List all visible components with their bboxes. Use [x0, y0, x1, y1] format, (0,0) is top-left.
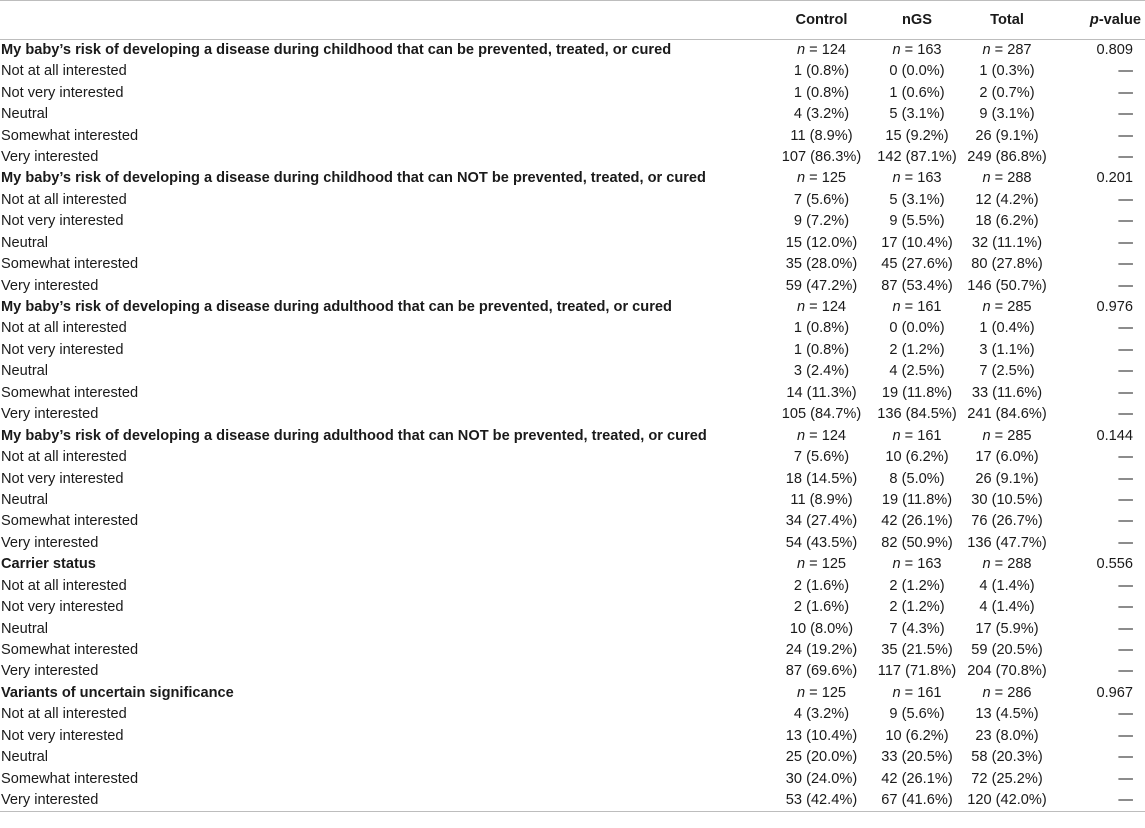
section-total-n [959, 40, 1055, 62]
table-row [0, 211, 1145, 232]
row-label: Somewhat interested [1, 642, 139, 659]
section-control-n [768, 425, 875, 446]
row-total-value: 32 (11.1%) [971, 234, 1043, 251]
row-label: Not very interested [1, 599, 124, 616]
table-row [0, 190, 1145, 211]
table-row [0, 747, 1145, 768]
row-ngs-value: 19 (11.8%) [881, 384, 953, 401]
row-p-value: — [1118, 749, 1133, 766]
section-title: My baby’s risk of developing a disease during childhood that can be prevented, treated, or cured [1, 42, 672, 58]
row-p-value: — [1118, 277, 1133, 294]
section-ngs-n-n-value: 163 [917, 42, 942, 58]
row-control-value: 10 (8.0%) [789, 620, 854, 637]
table-row [0, 147, 1145, 168]
row-ngs-value: 33 (20.5%) [881, 749, 953, 766]
row-label: Neutral [1, 491, 49, 508]
table-row [0, 361, 1145, 382]
section-control-n-n-value: 124 [821, 427, 847, 444]
section-header-row [0, 40, 1145, 62]
section-header-row [0, 425, 1145, 446]
section-ngs-n-n-separator: = [900, 170, 918, 187]
section-total-n [959, 425, 1055, 446]
row-total-value: 4 (1.4%) [979, 577, 1035, 594]
row-total-value: 58 (20.3%) [971, 749, 1043, 766]
row-ngs-value: 8 (5.0%) [889, 470, 945, 487]
table-header-row [0, 1, 1145, 40]
row-control-value: 1 (0.8%) [793, 84, 850, 101]
table-row [0, 61, 1145, 82]
header-total: Total [959, 1, 1055, 40]
row-total-value: 26 (9.1%) [975, 470, 1039, 487]
row-label: Not very interested [1, 341, 124, 358]
section-header-row [0, 168, 1145, 189]
row-label: Somewhat interested [1, 127, 139, 144]
table-row [0, 404, 1145, 425]
row-ngs-value: 2 (1.2%) [889, 577, 945, 594]
row-control-value: 2 (1.6%) [793, 577, 850, 594]
row-control-value: 7 (5.6%) [793, 191, 850, 208]
row-ngs-value: 10 (6.2%) [885, 449, 949, 466]
section-control-n-n-symbol: n [796, 556, 806, 573]
table-row [0, 254, 1145, 275]
row-label: Somewhat interested [1, 770, 139, 787]
row-total-value: 249 (86.8%) [967, 148, 1047, 165]
row-ngs-value: 1 (0.6%) [889, 84, 945, 101]
row-control-value: 34 (27.4%) [785, 513, 858, 530]
row-control-value: 105 (84.7%) [781, 406, 862, 423]
row-ngs-value: 4 (2.5%) [889, 363, 945, 380]
section-control-n-n-value: 124 [821, 42, 847, 58]
header-ngs: nGS [875, 1, 959, 40]
row-total-value: 204 (70.8%) [967, 663, 1047, 680]
section-total-n [959, 297, 1055, 318]
row-ngs-value: 35 (21.5%) [881, 642, 953, 659]
row-control-value: 4 (3.2%) [793, 706, 850, 723]
row-p-value: — [1118, 663, 1133, 680]
row-control-value: 2 (1.6%) [793, 599, 850, 616]
row-label: Not at all interested [1, 706, 127, 723]
row-ngs-value: 7 (4.3%) [889, 620, 945, 637]
row-label: Very interested [1, 663, 99, 680]
section-ngs-n-n-symbol: n [892, 42, 901, 58]
row-control-value: 53 (42.4%) [768, 790, 875, 812]
row-label: Neutral [1, 363, 49, 380]
row-ngs-value: 9 (5.6%) [889, 706, 945, 723]
section-title: Variants of uncertain significance [1, 684, 234, 701]
section-p-value: 0.144 [1096, 427, 1133, 444]
row-total-value: 17 (5.9%) [975, 620, 1039, 637]
header-p-value [1055, 1, 1145, 40]
row-label: Somewhat interested [1, 513, 139, 530]
section-ngs-n-n-value: 161 [917, 299, 942, 316]
row-ngs-value: 117 (71.8%) [877, 663, 957, 680]
row-control-value: 11 (8.9%) [790, 127, 853, 144]
row-label: Not very interested [1, 84, 124, 101]
section-total-n-n-symbol: n [982, 42, 991, 58]
section-ngs-n-n-separator: = [900, 427, 918, 444]
row-total-value: 9 (3.1%) [979, 106, 1035, 123]
row-control-value: 87 (69.6%) [785, 663, 858, 680]
row-ngs-value: 42 (26.1%) [881, 513, 953, 530]
table-row [0, 576, 1145, 597]
row-control-value: 13 (10.4%) [785, 727, 858, 744]
row-total-value: 13 (4.5%) [975, 706, 1039, 723]
row-p-value: — [1118, 534, 1133, 551]
row-label: Somewhat interested [1, 256, 139, 273]
section-total-n-n-symbol: n [982, 170, 991, 187]
row-p-value: — [1118, 406, 1133, 423]
table-row [0, 768, 1145, 789]
row-ngs-value: 15 (9.2%) [885, 127, 949, 144]
section-ngs-n-n-value: 161 [917, 427, 942, 444]
row-p-value: — [1118, 84, 1133, 101]
table-row [0, 383, 1145, 404]
table-row [0, 511, 1145, 532]
row-ngs-value: 5 (3.1%) [889, 191, 945, 208]
row-label: Not at all interested [1, 191, 127, 208]
section-total-n-n-separator: = [990, 427, 1008, 444]
row-control-value: 24 (19.2%) [785, 642, 858, 659]
section-title: My baby’s risk of developing a disease during adulthood that can NOT be prevented, treated, or cured [1, 427, 707, 444]
row-control-value: 35 (28.0%) [785, 256, 858, 273]
row-total-value: 76 (26.7%) [971, 513, 1043, 530]
section-total-n-n-separator: = [990, 684, 1008, 701]
section-header-row [0, 297, 1145, 318]
section-ngs-n-n-separator: = [900, 684, 918, 701]
row-total-value: 120 (42.0%) [959, 790, 1055, 812]
row-p-value: — [1118, 106, 1133, 123]
header-control: Control [768, 1, 875, 40]
row-control-value: 1 (0.8%) [793, 341, 850, 358]
section-ngs-n-n-symbol: n [892, 684, 901, 701]
table-row [0, 490, 1145, 511]
row-total-value: 23 (8.0%) [975, 727, 1039, 744]
row-total-value: 72 (25.2%) [971, 770, 1043, 787]
table-row [0, 468, 1145, 489]
table-row [0, 640, 1145, 661]
section-total-n-n-symbol: n [982, 427, 991, 444]
section-control-n-n-separator: = [805, 427, 822, 444]
table-row [0, 533, 1145, 554]
section-title: My baby’s risk of developing a disease during childhood that can NOT be prevented, treated, or cured [1, 170, 706, 187]
row-control-value: 11 (8.9%) [790, 491, 853, 508]
row-p-value: — [1118, 256, 1133, 273]
row-p-value: — [1118, 770, 1133, 787]
section-ngs-n-n-separator: = [900, 299, 918, 316]
section-control-n [768, 554, 875, 575]
row-control-value: 18 (14.5%) [785, 470, 858, 487]
row-p-value: — [1118, 449, 1133, 466]
row-label: Neutral [1, 234, 49, 251]
row-p-value: — [1118, 148, 1133, 165]
section-control-n-n-separator: = [805, 684, 822, 701]
section-p-value: 0.809 [1096, 42, 1133, 58]
section-total-n-n-value: 285 [1007, 427, 1032, 444]
row-p-value: — [1118, 513, 1133, 530]
row-ngs-value: 82 (50.9%) [881, 534, 953, 551]
row-total-value: 17 (6.0%) [975, 449, 1039, 466]
row-ngs-value: 42 (26.1%) [881, 770, 953, 787]
section-ngs-n-n-symbol: n [892, 427, 901, 444]
header-p-italic: p [1089, 12, 1099, 28]
table-row [0, 233, 1145, 254]
section-total-n [959, 554, 1055, 575]
table-row [0, 790, 1145, 812]
section-control-n [768, 297, 875, 318]
row-total-value: 7 (2.5%) [979, 363, 1035, 380]
section-ngs-n [875, 40, 959, 62]
row-control-value: 59 (47.2%) [785, 277, 858, 294]
section-total-n-n-separator: = [990, 170, 1008, 187]
section-total-n-n-separator: = [990, 42, 1008, 58]
section-title: My baby’s risk of developing a disease during adulthood that can be prevented, treated, or cured [1, 299, 672, 316]
section-control-n-n-symbol: n [796, 299, 806, 316]
row-ngs-value: 5 (3.1%) [889, 106, 945, 123]
row-control-value: 7 (5.6%) [793, 449, 850, 466]
row-total-value: 2 (0.7%) [979, 84, 1035, 101]
row-label: Not at all interested [1, 63, 127, 80]
section-ngs-n-n-value: 163 [917, 170, 942, 187]
section-ngs-n-n-symbol: n [892, 170, 901, 187]
row-control-value: 14 (11.3%) [786, 384, 857, 401]
section-ngs-n-n-symbol: n [892, 299, 901, 316]
row-ngs-value: 142 (87.1%) [877, 148, 957, 165]
section-total-n [959, 683, 1055, 704]
section-p-value: 0.201 [1096, 170, 1133, 187]
row-ngs-value: 0 (0.0%) [889, 63, 945, 80]
section-total-n-n-separator: = [990, 299, 1008, 316]
table-row [0, 597, 1145, 618]
table-row [0, 318, 1145, 339]
row-ngs-value: 19 (11.8%) [881, 491, 953, 508]
row-label: Very interested [0, 790, 768, 812]
row-control-value: 3 (2.4%) [793, 363, 850, 380]
section-control-n-n-symbol: n [796, 684, 806, 701]
section-ngs-n-n-separator: = [900, 42, 918, 58]
row-control-value: 54 (43.5%) [785, 534, 858, 551]
section-ngs-n-n-value: 163 [917, 556, 942, 573]
table-row [0, 726, 1145, 747]
row-control-value: 4 (3.2%) [793, 106, 850, 123]
row-total-value: 30 (10.5%) [971, 491, 1043, 508]
row-total-value: 1 (0.3%) [979, 63, 1035, 80]
table-row [0, 704, 1145, 725]
section-ngs-n [875, 425, 959, 446]
section-control-n-n-symbol: n [796, 42, 806, 58]
table-row [0, 275, 1145, 296]
row-control-value: 25 (20.0%) [785, 749, 858, 766]
row-p-value: — [1118, 642, 1133, 659]
row-p-value: — [1118, 63, 1133, 80]
row-total-value: 18 (6.2%) [975, 213, 1039, 230]
row-p-value: — [1118, 620, 1133, 637]
row-p-value: — [1118, 384, 1133, 401]
row-control-value: 15 (12.0%) [785, 234, 858, 251]
row-ngs-value: 2 (1.2%) [889, 599, 945, 616]
section-total-n [959, 168, 1055, 189]
section-control-n-n-value: 125 [821, 556, 847, 573]
section-total-n-n-value: 285 [1007, 299, 1032, 316]
section-ngs-n-n-separator: = [900, 556, 918, 573]
section-control-n-n-separator: = [805, 556, 822, 573]
section-ngs-n [875, 168, 959, 189]
row-p-value: — [1118, 577, 1133, 594]
row-label: Neutral [1, 620, 49, 637]
section-control-n-n-value: 124 [821, 299, 847, 316]
section-total-n-n-value: 288 [1007, 556, 1032, 573]
section-p-value: 0.556 [1096, 556, 1133, 573]
row-label: Neutral [1, 106, 49, 123]
section-p-value: 0.976 [1096, 299, 1133, 316]
section-total-n-n-value: 286 [1007, 684, 1032, 701]
section-control-n-n-separator: = [805, 170, 822, 187]
row-total-value: 33 (11.6%) [971, 384, 1043, 401]
table-row [0, 447, 1145, 468]
row-ngs-value: 87 (53.4%) [881, 277, 953, 294]
row-p-value: — [1118, 234, 1133, 251]
table-row [0, 104, 1145, 125]
section-header-row [0, 554, 1145, 575]
row-label: Not at all interested [1, 577, 127, 594]
row-ngs-value: 9 (5.5%) [889, 213, 945, 230]
header-p-suffix: -value [1098, 12, 1141, 28]
section-p-value: 0.967 [1096, 684, 1133, 701]
row-p-value: — [1118, 491, 1133, 508]
row-label: Neutral [1, 749, 49, 766]
row-total-value: 26 (9.1%) [975, 127, 1039, 144]
row-p-value: — [1118, 320, 1133, 337]
row-p-value: — [1118, 127, 1133, 144]
section-control-n-n-value: 125 [821, 684, 847, 701]
row-label: Very interested [1, 534, 99, 551]
row-ngs-value: 10 (6.2%) [885, 727, 949, 744]
row-label: Not very interested [1, 470, 124, 487]
row-ngs-value: 67 (41.6%) [875, 790, 959, 812]
row-control-value: 107 (86.3%) [781, 148, 862, 165]
row-total-value: 3 (1.1%) [979, 341, 1035, 358]
section-ngs-n [875, 554, 959, 575]
row-total-value: 1 (0.4%) [979, 320, 1035, 337]
row-p-value: — [1118, 363, 1133, 380]
section-control-n [768, 40, 875, 62]
section-total-n-n-value: 287 [1007, 42, 1032, 58]
section-total-n-n-symbol: n [982, 556, 991, 573]
row-control-value: 9 (7.2%) [793, 213, 850, 230]
section-control-n-n-value: 125 [821, 170, 847, 187]
header-label [0, 1, 768, 40]
row-total-value: 136 (47.7%) [967, 534, 1047, 551]
row-label: Not at all interested [1, 320, 127, 337]
table-row [0, 661, 1145, 682]
row-ngs-value: 2 (1.2%) [889, 341, 945, 358]
row-total-value: 241 (84.6%) [967, 406, 1047, 423]
section-control-n [768, 683, 875, 704]
table-row [0, 125, 1145, 146]
row-control-value: 1 (0.8%) [793, 63, 850, 80]
row-label: Very interested [1, 148, 99, 165]
table-row [0, 82, 1145, 103]
section-total-n-n-separator: = [990, 556, 1008, 573]
row-control-value: 30 (24.0%) [785, 770, 858, 787]
row-p-value: — [1118, 191, 1133, 208]
row-total-value: 80 (27.8%) [971, 256, 1043, 273]
row-ngs-value: 45 (27.6%) [881, 256, 953, 273]
section-ngs-n-n-value: 161 [917, 684, 942, 701]
row-label: Not very interested [1, 727, 124, 744]
row-p-value: — [1118, 341, 1133, 358]
section-control-n-n-symbol: n [796, 170, 806, 187]
row-total-value: 12 (4.2%) [975, 191, 1039, 208]
row-label: Not very interested [1, 213, 124, 230]
table-row [0, 340, 1145, 361]
section-control-n [768, 168, 875, 189]
row-p-value: — [1118, 599, 1133, 616]
row-total-value: 59 (20.5%) [971, 642, 1043, 659]
row-p-value: — [1118, 213, 1133, 230]
section-total-n-n-symbol: n [982, 684, 991, 701]
row-ngs-value: 0 (0.0%) [889, 320, 945, 337]
row-label: Very interested [1, 406, 99, 423]
section-header-row [0, 683, 1145, 704]
section-control-n-n-separator: = [805, 42, 822, 58]
row-control-value: 1 (0.8%) [793, 320, 850, 337]
row-label: Somewhat interested [1, 384, 139, 401]
row-p-value: — [1118, 470, 1133, 487]
row-total-value: 146 (50.7%) [967, 277, 1047, 294]
section-control-n-n-separator: = [805, 299, 822, 316]
row-p-value: — [1118, 706, 1133, 723]
row-label: Not at all interested [1, 449, 127, 466]
row-p-value: — [1118, 727, 1133, 744]
section-total-n-n-symbol: n [982, 299, 991, 316]
section-title: Carrier status [1, 556, 96, 573]
row-total-value: 4 (1.4%) [979, 599, 1035, 616]
row-ngs-value: 17 (10.4%) [881, 234, 953, 251]
table-body [0, 40, 1145, 812]
section-total-n-n-value: 288 [1007, 170, 1032, 187]
section-control-n-n-symbol: n [796, 427, 806, 444]
row-ngs-value: 136 (84.5%) [877, 406, 957, 423]
section-ngs-n [875, 683, 959, 704]
row-p-value: — [1055, 790, 1145, 812]
row-label: Very interested [1, 277, 99, 294]
table-row [0, 618, 1145, 639]
section-ngs-n-n-symbol: n [892, 556, 901, 573]
section-ngs-n [875, 297, 959, 318]
